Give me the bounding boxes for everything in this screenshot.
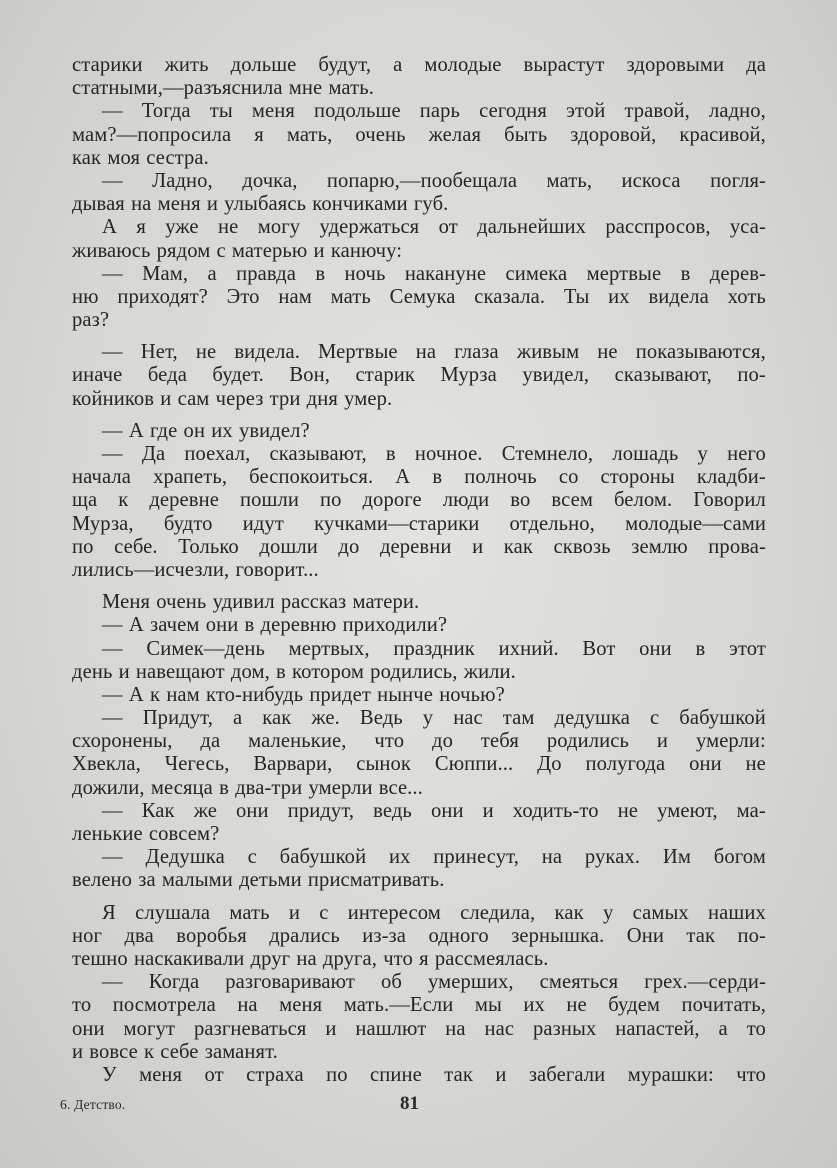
text-line: — Ладно, дочка, попарю,—пообещала мать, искоса погля- xyxy=(102,169,766,192)
text-line: велено за малыми детьми присматривать. xyxy=(72,869,445,892)
text-line: мам?—попросила я мать, очень желая быть здоровой, красивой, xyxy=(72,123,766,146)
printer-signature: 6. Детство. xyxy=(60,1097,126,1112)
page-body-text xyxy=(72,54,766,1087)
text-line: А я уже не могу удержаться от дальнейших расспросов, уса- xyxy=(102,216,766,239)
text-line: и вовсе к себе заманят. xyxy=(72,1040,278,1063)
text-line: Меня очень удивил рассказ матери. xyxy=(102,591,420,614)
text-line: то посмотрела на меня мать.—Если мы их не будем почитать, xyxy=(72,994,766,1017)
text-line: ню приходят? Это нам мать Семука сказала. Ты их видела хоть xyxy=(72,285,766,308)
text-line: они могут разгневаться и нашлют на нас разных напастей, а то xyxy=(72,1017,766,1040)
text-line: Мурза, будто идут кучками—старики отдельно, молодые—сами xyxy=(72,512,766,535)
text-line: — Нет, не видела. Мертвые на глаза живым не показываются, xyxy=(102,341,766,364)
text-line: раз? xyxy=(72,309,110,332)
text-line: — А к нам кто-нибудь придет нынче ночью? xyxy=(102,683,505,706)
page-number: 81 xyxy=(400,1093,419,1114)
text-line: иначе беда будет. Вон, старик Мурза увидел, сказывают, по- xyxy=(72,364,766,387)
text-line: ленькие совсем? xyxy=(72,823,220,845)
text-line: лились—исчезли, говорит... xyxy=(72,558,319,581)
text-line: — Дедушка с бабушкой их принесут, на руках. Им богом xyxy=(102,846,766,869)
text-line: день и навещают дом, в котором родились, жили. xyxy=(72,660,516,683)
text-line: — Симек—день мертвых, праздник ихний. Вот они в этот xyxy=(102,637,766,660)
text-line: начала храпеть, беспокоиться. А в полночь со стороны кладби- xyxy=(72,466,766,489)
text-line: — Мам, а правда в ночь накануне симека мертвые в дерев- xyxy=(102,262,766,285)
text-line: дожили, месяца в два-три умерли все... xyxy=(72,776,423,799)
text-line: тешно наскакивали друг на друга, что я рассмеялась. xyxy=(72,947,549,970)
text-line: дывая на меня и улыбаясь кончиками губ. xyxy=(72,193,449,216)
text-line: — Тогда ты меня подольше парь сегодня этой травой, ладно, xyxy=(102,100,766,123)
text-line: У меня от страха по спине так и забегали мурашки: что xyxy=(102,1063,766,1086)
text-line: как моя сестра. xyxy=(72,146,209,169)
text-line: схоронены, да маленькие, что до тебя родились и умерли: xyxy=(72,730,766,753)
text-line: — Когда разговаривают об умерших, смеяться грех.—серди- xyxy=(102,971,766,994)
text-line: — А зачем они в деревню приходили? xyxy=(102,614,448,637)
text-line: койников и сам через три дня умер. xyxy=(72,387,393,410)
text-line: ща к деревне пошли по дороге люди во всем белом. Говорил xyxy=(72,489,766,512)
text-line: — Да поехал, сказывают, в ночное. Стемнело, лошадь у него xyxy=(102,443,766,465)
text-line: Я слушала мать и с интересом следила, как у самых наших xyxy=(102,901,766,924)
text-line: — Как же они придут, ведь они и ходить-то не умеют, ма- xyxy=(102,799,766,822)
text-line: — А где он их увидел? xyxy=(102,419,310,442)
text-line: ног два воробья дрались из-за одного зернышка. Они так по- xyxy=(72,924,766,947)
text-line: статными,—разъяснила мне мать. xyxy=(72,77,374,100)
text-line: — Придут, а как же. Ведь у нас там дедушка с бабушкой xyxy=(102,707,766,730)
page-footer xyxy=(60,1093,760,1117)
text-line: живаюсь рядом с матерью и канючу: xyxy=(72,239,403,262)
text-line: старики жить дольше будут, а молодые вырастут здоровыми да xyxy=(72,54,766,76)
text-line: по себе. Только дошли до деревни и как сквозь землю прова- xyxy=(72,535,766,558)
text-line: Хвекла, Чегесь, Варвари, сынок Сюппи... До полугода они не xyxy=(72,753,766,776)
